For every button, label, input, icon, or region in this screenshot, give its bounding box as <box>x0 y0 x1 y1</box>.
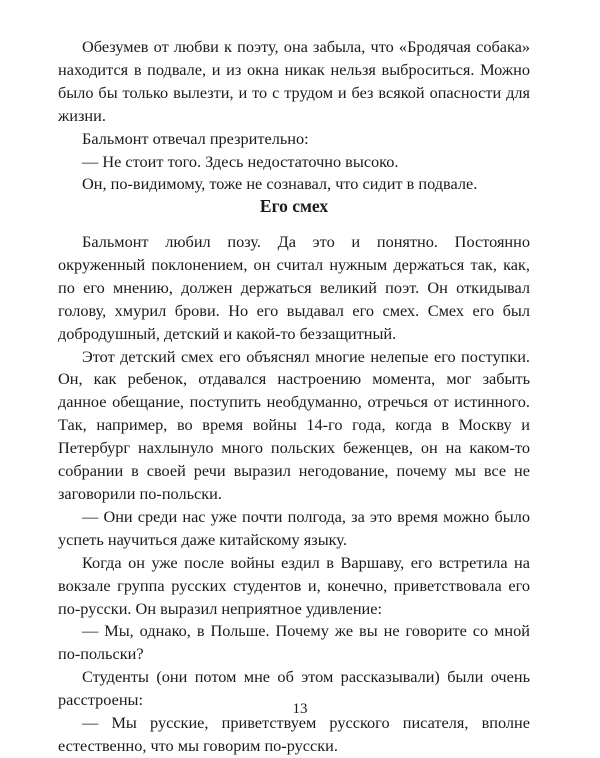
paragraph: Он, по-видимому, тоже не сознавал, что сидит в подвале. <box>82 174 478 194</box>
paragraph: — Мы, однако, в Польше. Почему же вы не говорите со мной по-польски? <box>58 621 530 664</box>
paragraph: Бальмонт любил позу. Да это и понятно. Постоянно окруженный поклонением, он считал нужным держаться так, как, по его мнению, должен держаться великий поэт. Он откидывал голову, хмурил брови. Но его выдавал его смех. Смех его был добродушный, детский и какой-то беззащитный. <box>58 232 530 343</box>
section-heading: Его смех <box>259 196 329 216</box>
top-text-block <box>58 36 530 196</box>
paragraph: Когда он уже после войны ездил в Варшаву, его встретила на вокзале группа русских студентов и, конечно, приветствовала его по-русски. Он выразил неприятное удивление: <box>58 552 530 618</box>
section-text-block <box>58 231 530 758</box>
paragraph: Студенты (они потом мне об этом рассказывали) были очень расстроены: <box>58 667 530 710</box>
page-number: 13 <box>292 701 308 717</box>
paragraph: — Они среди нас уже почти полгода, за это время можно было успеть научиться даже китайскому языку. <box>58 506 530 549</box>
paragraph: Обезумев от любви к поэту, она забыла, что «Бродячая собака» находится в подвале, и из окна никак нельзя выброситься. Можно было бы только вылезти, и то с трудом и без всякой опасности для жизни. <box>58 37 530 125</box>
paragraph: — Мы русские, приветствуем русского писателя, вполне естественно, что мы говорим по-русски. <box>58 713 530 755</box>
paragraph: Этот детский смех его объяснял многие нелепые его поступки. Он, как ребенок, отдавался настроению момента, мог забыть данное обещание, поступить необдуманно, отречься от истинного. Так, например, во время войны 14-го года, когда в Москву и Петербург нахлынуло много польских беженцев, он на каком-то собрании в своей речи выразил негодование, почему мы все не заговорили по-польски. <box>58 346 530 503</box>
paragraph: Бальмонт отвечал презрительно: <box>82 128 309 148</box>
paragraph: — Не стоит того. Здесь недостаточно высоко. <box>82 151 399 171</box>
